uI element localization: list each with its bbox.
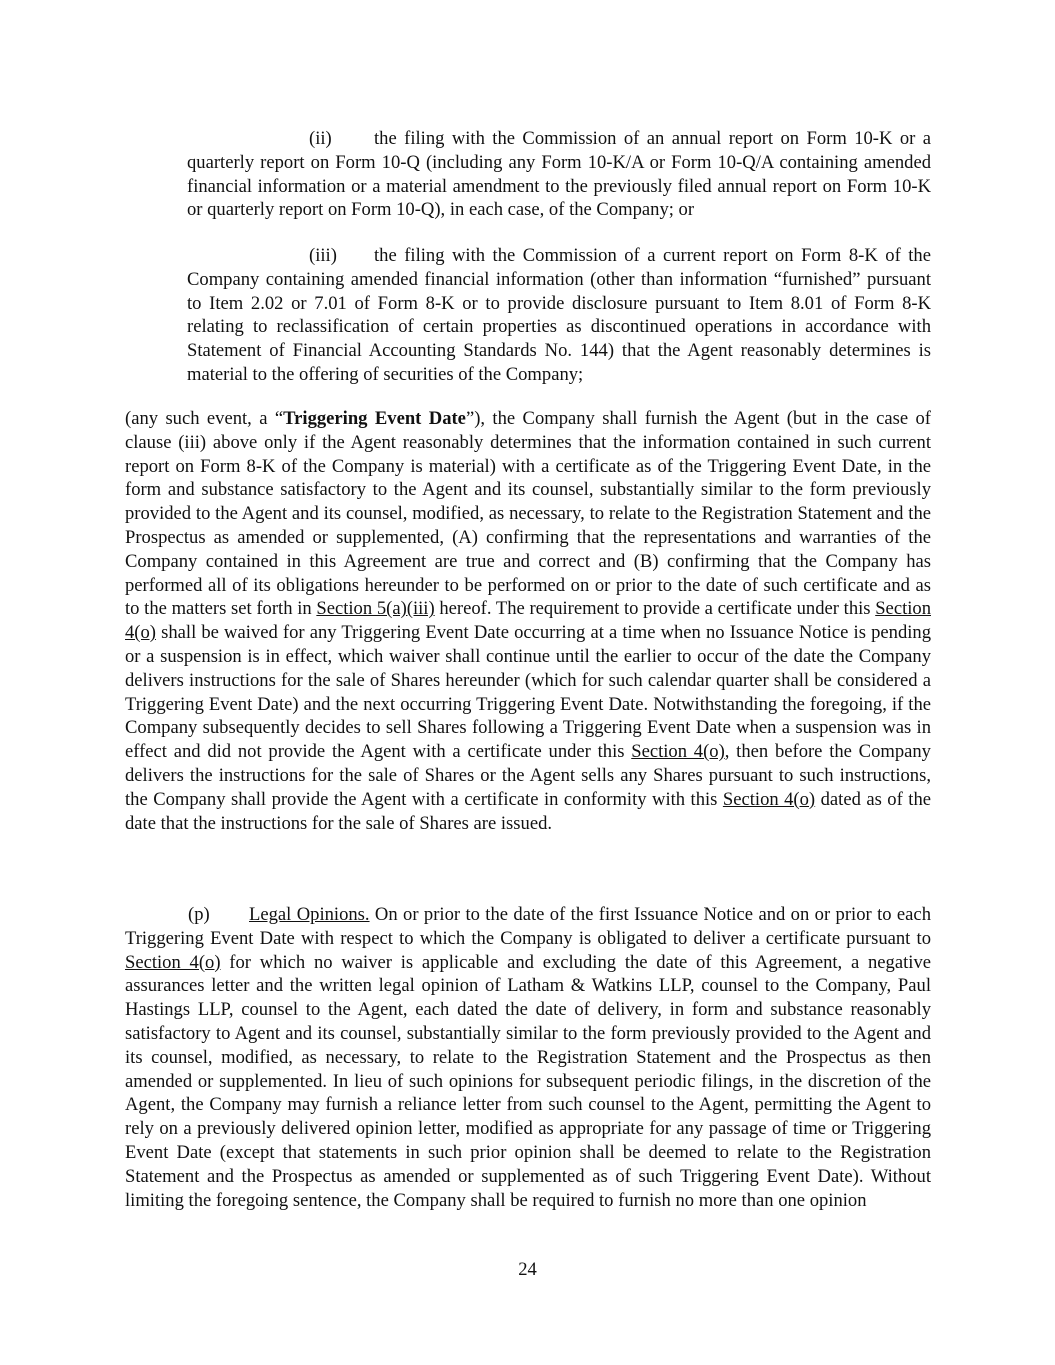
triggering-defined-term: Triggering Event Date	[283, 408, 466, 429]
triggering-event-paragraph	[125, 407, 931, 835]
legal-opinions-heading: Legal Opinions.	[249, 904, 370, 925]
section-4o-reference: Section 4(o)	[631, 741, 725, 763]
legal-text-1: On or prior to the date of the first Issuance Notice and on or prior to each Triggering Event Date with respect to which the Company is obligated to deliver a certificate pursuant to	[125, 904, 931, 949]
section-4o-reference: Section 4(o)	[125, 598, 931, 644]
section-5aiii-reference: Section 5(a)(iii)	[316, 598, 435, 620]
legal-opinions-paragraph	[125, 903, 931, 1212]
page-number: 24	[518, 1259, 537, 1280]
triggering-text-4: shall be waived for any Triggering Event Date occurring at a time when no Issuance Notice is pending or a suspension is in effect, which waiver shall continue until the earlier to occur of the date the Company delivers instructions for the sale of Shares hereunder (which for such calendar quarter shall be considered a Triggering Event Date) and the next occurring Triggering Event Date. Notwithstanding the foregoing, if the Company subsequently decides to sell Shares following a Triggering Event Date when a suspension was in effect and did not provide the Agent with a certificate under this	[125, 622, 931, 763]
triggering-text-3: hereof. The requirement to provide a certificate under this	[434, 598, 876, 620]
section-4o-reference: Section 4(o)	[125, 951, 221, 973]
triggering-text-2: ”), the Company shall furnish the Agent (but in the case of clause (iii) above only if the Agent reasonably determines that the information contained in such current report on Form 8-K of the Company is material) with a certificate as of the Triggering Event Date, in the form and substance satisfactory to the Agent and its counsel, substantially similar to the form previously provided to the Agent and its counsel, modified, as necessary, to relate to the Registration Statement and the Prospectus as amended or supplemented, (A) confirming that the representations and warranties of the Company contained in this Agreement are true and correct and (B) confirming that the Company has performed all of its obligations hereunder to be performed on or prior to the date of such certificate and as to the matters set forth in	[125, 408, 931, 620]
clause-iii-paragraph	[187, 244, 931, 387]
legal-opinions-number: (p)	[188, 904, 210, 925]
legal-text-2: for which no waiver is applicable and excluding the date of this Agreement, a negative assurances letter and the written legal opinion of Latham & Watkins LLP, counsel to the Company, Paul Hastings LLP, counsel to the Agent, each dated the date of delivery, in form and substance reasonably satisfactory to Agent and its counsel, substantially similar to the form previously provided to the Agent and its counsel, modified, as necessary, to relate to the Registration Statement and the Prospectus as then amended or supplemented. In lieu of such opinions for subsequent periodic filings, in the discretion of the Agent, the Company may furnish a reliance letter from such counsel to the Agent, permitting the Agent to rely on a previously delivered opinion letter, modified as appropriate for any passage of time or Triggering Event Date (except that statements in such prior opinion shall be deemed to relate to the Registration Statement and the Prospectus as amended or supplemented as of such Triggering Event Date). Without limiting the foregoing sentence, the Company shall be required to furnish no more than one opinion	[125, 951, 931, 1211]
clause-iii-text: the filing with the Commission of a current report on Form 8-K of the Company containing amended financial information (other than information “furnished” pursuant to Item 2.02 or 7.01 of Form 8-K or to provide disclosure pursuant to Item 8.01 of Form 8-K relating to reclassification of certain properties as discontinued operations in accordance with Statement of Financial Accounting Standards No. 144) that the Agent reasonably determines is material to the offering of securities of the Company;	[187, 245, 931, 385]
clause-ii-number: (ii)	[309, 128, 332, 149]
section-4o-reference: Section 4(o)	[722, 788, 816, 810]
clause-ii-paragraph	[187, 127, 931, 222]
triggering-text-6: dated as of the date that the instructions for the sale of Shares are issued.	[125, 788, 931, 834]
clause-ii-text: the filing with the Commission of an annual report on Form 10-K or a quarterly report on Form 10-Q (including any Form 10-K/A or Form 10-Q/A containing amended financial information or a material amendment to the previously filed annual report on Form 10-K or quarterly report on Form 10-Q), in each case, of the Company; or	[187, 128, 931, 221]
triggering-text-5: , then before the Company delivers the instructions for the sale of Shares or the Agent sells any Shares pursuant to such instructions, the Company shall provide the Agent with a certificate in conformity with this	[125, 741, 931, 810]
triggering-text-1: (any such event, a “	[125, 408, 284, 429]
clause-iii-number: (iii)	[309, 245, 337, 266]
